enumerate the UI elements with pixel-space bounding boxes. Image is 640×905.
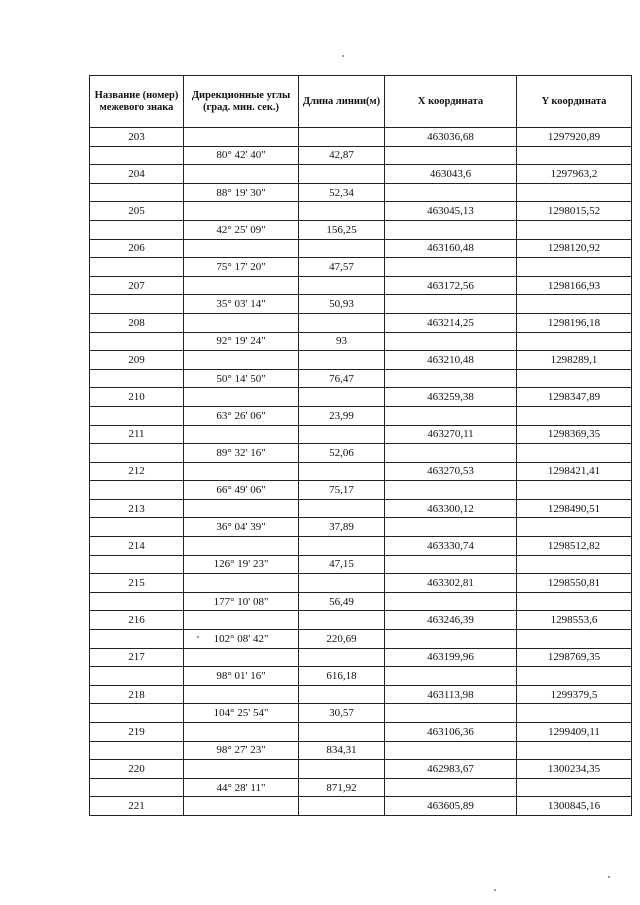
cell-line-length (299, 685, 385, 704)
cell-y-coordinate (517, 332, 632, 351)
cell-directional-angle (184, 425, 299, 444)
table-row (90, 276, 632, 295)
cell-directional-angle (184, 388, 299, 407)
cell-line-length: 42,87 (299, 146, 385, 165)
cell-directional-angle: 126° 19' 23" (184, 555, 299, 574)
table-row (90, 128, 632, 147)
cell-directional-angle (184, 648, 299, 667)
cell-y-coordinate: 1298550,81 (517, 574, 632, 593)
cell-line-length (299, 388, 385, 407)
cell-y-coordinate: 1298120,92 (517, 239, 632, 258)
cell-mark-name: 217 (90, 648, 184, 667)
cell-y-coordinate: 1298347,89 (517, 388, 632, 407)
header-x-coordinate: X координата (385, 76, 517, 128)
cell-x-coordinate (385, 369, 517, 388)
cell-y-coordinate (517, 220, 632, 239)
cell-line-length (299, 760, 385, 779)
cell-y-coordinate: 1297963,2 (517, 165, 632, 184)
cell-x-coordinate (385, 183, 517, 202)
cell-mark-name: 204 (90, 165, 184, 184)
cell-mark-name: 212 (90, 462, 184, 481)
cell-line-length: 56,49 (299, 592, 385, 611)
cell-directional-angle: 104° 25' 54" (184, 704, 299, 723)
cell-directional-angle: 44° 28' 11" (184, 778, 299, 797)
cell-mark-name: 218 (90, 685, 184, 704)
cell-directional-angle (184, 574, 299, 593)
cell-y-coordinate (517, 704, 632, 723)
cell-x-coordinate: 463270,11 (385, 425, 517, 444)
table-row (90, 555, 632, 574)
cell-mark-name: 208 (90, 313, 184, 332)
cell-x-coordinate: 463172,56 (385, 276, 517, 295)
cell-mark-name: 220 (90, 760, 184, 779)
table-row (90, 481, 632, 500)
cell-x-coordinate (385, 518, 517, 537)
cell-x-coordinate (385, 444, 517, 463)
cell-line-length: 156,25 (299, 220, 385, 239)
cell-line-length (299, 462, 385, 481)
cell-directional-angle (184, 723, 299, 742)
cell-directional-angle (184, 537, 299, 556)
cell-mark-name (90, 332, 184, 351)
cell-y-coordinate: 1298490,51 (517, 499, 632, 518)
table-row (90, 332, 632, 351)
cell-mark-name (90, 778, 184, 797)
cell-directional-angle (184, 239, 299, 258)
cell-directional-angle: 92° 19' 24" (184, 332, 299, 351)
cell-x-coordinate: 463043,6 (385, 165, 517, 184)
cell-y-coordinate: 1300234,35 (517, 760, 632, 779)
cell-line-length (299, 723, 385, 742)
cell-directional-angle: 63° 26' 06" (184, 406, 299, 425)
cell-mark-name: 219 (90, 723, 184, 742)
cell-y-coordinate (517, 778, 632, 797)
scan-speck (197, 636, 199, 638)
cell-directional-angle: 75° 17' 20" (184, 258, 299, 277)
cell-x-coordinate: 463214,25 (385, 313, 517, 332)
cell-directional-angle (184, 313, 299, 332)
cell-mark-name (90, 481, 184, 500)
cell-x-coordinate (385, 258, 517, 277)
cell-mark-name (90, 667, 184, 686)
cell-x-coordinate (385, 481, 517, 500)
table-row (90, 537, 632, 556)
table-row (90, 444, 632, 463)
cell-line-length: 23,99 (299, 406, 385, 425)
cell-directional-angle (184, 797, 299, 816)
cell-line-length: 52,06 (299, 444, 385, 463)
cell-x-coordinate (385, 555, 517, 574)
cell-line-length: 47,15 (299, 555, 385, 574)
cell-x-coordinate: 463259,38 (385, 388, 517, 407)
cell-line-length: 75,17 (299, 481, 385, 500)
cell-line-length: 616,18 (299, 667, 385, 686)
cell-line-length (299, 425, 385, 444)
cell-line-length: 76,47 (299, 369, 385, 388)
cell-mark-name (90, 555, 184, 574)
cell-directional-angle: 35° 03' 14" (184, 295, 299, 314)
cell-line-length (299, 202, 385, 221)
cell-line-length (299, 276, 385, 295)
header-mark-name: Название (номер) межевого знака (90, 76, 184, 128)
cell-mark-name: 216 (90, 611, 184, 630)
cell-y-coordinate (517, 369, 632, 388)
scan-speck (494, 889, 496, 891)
cell-x-coordinate (385, 778, 517, 797)
cell-y-coordinate: 1298421,41 (517, 462, 632, 481)
cell-x-coordinate: 463605,89 (385, 797, 517, 816)
table-row (90, 499, 632, 518)
cell-mark-name: 210 (90, 388, 184, 407)
cell-directional-angle: 50° 14' 50" (184, 369, 299, 388)
table-row (90, 685, 632, 704)
cell-line-length: 30,57 (299, 704, 385, 723)
cell-y-coordinate (517, 183, 632, 202)
cell-mark-name: 206 (90, 239, 184, 258)
cell-mark-name (90, 592, 184, 611)
cell-y-coordinate (517, 258, 632, 277)
cell-y-coordinate: 1297920,89 (517, 128, 632, 147)
cell-y-coordinate: 1299409,11 (517, 723, 632, 742)
cell-y-coordinate: 1300845,16 (517, 797, 632, 816)
cell-y-coordinate: 1298369,35 (517, 425, 632, 444)
cell-x-coordinate: 463113,98 (385, 685, 517, 704)
cell-y-coordinate (517, 444, 632, 463)
cell-y-coordinate (517, 592, 632, 611)
table-row (90, 406, 632, 425)
cell-mark-name (90, 406, 184, 425)
cell-x-coordinate (385, 741, 517, 760)
cell-x-coordinate: 463045,13 (385, 202, 517, 221)
cell-line-length: 37,89 (299, 518, 385, 537)
cell-line-length (299, 648, 385, 667)
cell-y-coordinate (517, 741, 632, 760)
cell-mark-name: 213 (90, 499, 184, 518)
cell-directional-angle (184, 462, 299, 481)
cell-x-coordinate (385, 406, 517, 425)
cell-mark-name: 207 (90, 276, 184, 295)
cell-y-coordinate: 1298289,1 (517, 351, 632, 370)
table-row (90, 723, 632, 742)
cell-directional-angle: 102° 08' 42" (184, 630, 299, 649)
cell-directional-angle: 88° 19' 30" (184, 183, 299, 202)
table-row (90, 611, 632, 630)
cell-x-coordinate: 463302,81 (385, 574, 517, 593)
table-row (90, 462, 632, 481)
cell-line-length (299, 537, 385, 556)
table-row (90, 258, 632, 277)
table-row (90, 704, 632, 723)
cell-y-coordinate (517, 481, 632, 500)
table-row (90, 592, 632, 611)
cell-directional-angle: 80° 42' 40" (184, 146, 299, 165)
table-row (90, 369, 632, 388)
cell-directional-angle (184, 202, 299, 221)
cell-x-coordinate: 463106,36 (385, 723, 517, 742)
cell-mark-name: 215 (90, 574, 184, 593)
cell-mark-name (90, 741, 184, 760)
cell-x-coordinate (385, 332, 517, 351)
cell-directional-angle (184, 611, 299, 630)
cell-y-coordinate: 1298553,6 (517, 611, 632, 630)
cell-x-coordinate (385, 630, 517, 649)
cell-line-length: 52,34 (299, 183, 385, 202)
cell-x-coordinate: 463246,39 (385, 611, 517, 630)
header-directional-angle: Дирекционные углы (град. мин. сек.) (184, 76, 299, 128)
cell-y-coordinate (517, 146, 632, 165)
cell-x-coordinate: 463270,53 (385, 462, 517, 481)
header-line-length: Длина линии(м) (299, 76, 385, 128)
cell-line-length: 93 (299, 332, 385, 351)
cell-directional-angle (184, 351, 299, 370)
scan-speck (342, 55, 344, 57)
cell-y-coordinate: 1299379,5 (517, 685, 632, 704)
table-row (90, 797, 632, 816)
cell-mark-name (90, 704, 184, 723)
table-row (90, 574, 632, 593)
cell-directional-angle (184, 276, 299, 295)
scan-speck (608, 876, 610, 878)
table-row (90, 220, 632, 239)
boundary-marks-table (89, 75, 632, 816)
cell-line-length: 220,69 (299, 630, 385, 649)
header-y-coordinate: Y координата (517, 76, 632, 128)
cell-y-coordinate (517, 630, 632, 649)
table-row (90, 741, 632, 760)
table-row (90, 425, 632, 444)
cell-mark-name (90, 220, 184, 239)
cell-mark-name (90, 518, 184, 537)
cell-x-coordinate: 463160,48 (385, 239, 517, 258)
cell-directional-angle (184, 685, 299, 704)
cell-directional-angle (184, 128, 299, 147)
cell-y-coordinate (517, 555, 632, 574)
table-row (90, 351, 632, 370)
cell-y-coordinate: 1298166,93 (517, 276, 632, 295)
cell-directional-angle: 36° 04' 39" (184, 518, 299, 537)
cell-line-length (299, 165, 385, 184)
cell-mark-name: 214 (90, 537, 184, 556)
cell-line-length (299, 574, 385, 593)
cell-x-coordinate: 463300,12 (385, 499, 517, 518)
table-row (90, 518, 632, 537)
table-row (90, 165, 632, 184)
cell-line-length: 871,92 (299, 778, 385, 797)
table-header-row (90, 76, 632, 128)
table-row (90, 388, 632, 407)
table-body (90, 128, 632, 816)
cell-directional-angle: 66° 49' 06" (184, 481, 299, 500)
cell-mark-name (90, 146, 184, 165)
cell-x-coordinate: 463199,96 (385, 648, 517, 667)
cell-x-coordinate (385, 220, 517, 239)
cell-y-coordinate: 1298196,18 (517, 313, 632, 332)
cell-mark-name (90, 258, 184, 277)
cell-directional-angle: 89° 32' 16" (184, 444, 299, 463)
cell-line-length (299, 351, 385, 370)
cell-line-length: 47,57 (299, 258, 385, 277)
cell-mark-name: 205 (90, 202, 184, 221)
cell-mark-name: 211 (90, 425, 184, 444)
cell-y-coordinate (517, 295, 632, 314)
cell-line-length (299, 611, 385, 630)
cell-line-length: 50,93 (299, 295, 385, 314)
table-row (90, 648, 632, 667)
cell-x-coordinate: 462983,67 (385, 760, 517, 779)
cell-line-length: 834,31 (299, 741, 385, 760)
table-row (90, 630, 632, 649)
cell-directional-angle: 98° 01' 16" (184, 667, 299, 686)
cell-x-coordinate (385, 146, 517, 165)
cell-y-coordinate (517, 406, 632, 425)
cell-y-coordinate: 1298015,52 (517, 202, 632, 221)
cell-y-coordinate: 1298769,35 (517, 648, 632, 667)
cell-directional-angle: 98° 27' 23" (184, 741, 299, 760)
cell-y-coordinate (517, 518, 632, 537)
cell-x-coordinate: 463330,74 (385, 537, 517, 556)
cell-line-length (299, 499, 385, 518)
cell-y-coordinate: 1298512,82 (517, 537, 632, 556)
cell-mark-name: 221 (90, 797, 184, 816)
cell-line-length (299, 239, 385, 258)
cell-mark-name (90, 630, 184, 649)
cell-y-coordinate (517, 667, 632, 686)
cell-x-coordinate (385, 667, 517, 686)
table-row (90, 313, 632, 332)
table-row (90, 667, 632, 686)
cell-line-length (299, 128, 385, 147)
cell-mark-name: 209 (90, 351, 184, 370)
cell-x-coordinate: 463210,48 (385, 351, 517, 370)
table-row (90, 295, 632, 314)
cell-line-length (299, 313, 385, 332)
cell-x-coordinate: 463036,68 (385, 128, 517, 147)
table-row (90, 760, 632, 779)
cell-mark-name (90, 295, 184, 314)
cell-mark-name (90, 444, 184, 463)
table-row (90, 146, 632, 165)
cell-directional-angle (184, 499, 299, 518)
table-row (90, 239, 632, 258)
cell-directional-angle: 177° 10' 08" (184, 592, 299, 611)
cell-directional-angle: 42° 25' 09" (184, 220, 299, 239)
table-row (90, 202, 632, 221)
cell-mark-name (90, 183, 184, 202)
cell-mark-name: 203 (90, 128, 184, 147)
cell-directional-angle (184, 165, 299, 184)
cell-x-coordinate (385, 704, 517, 723)
cell-x-coordinate (385, 592, 517, 611)
table-row (90, 778, 632, 797)
cell-directional-angle (184, 760, 299, 779)
cell-mark-name (90, 369, 184, 388)
table-row (90, 183, 632, 202)
cell-line-length (299, 797, 385, 816)
cell-x-coordinate (385, 295, 517, 314)
